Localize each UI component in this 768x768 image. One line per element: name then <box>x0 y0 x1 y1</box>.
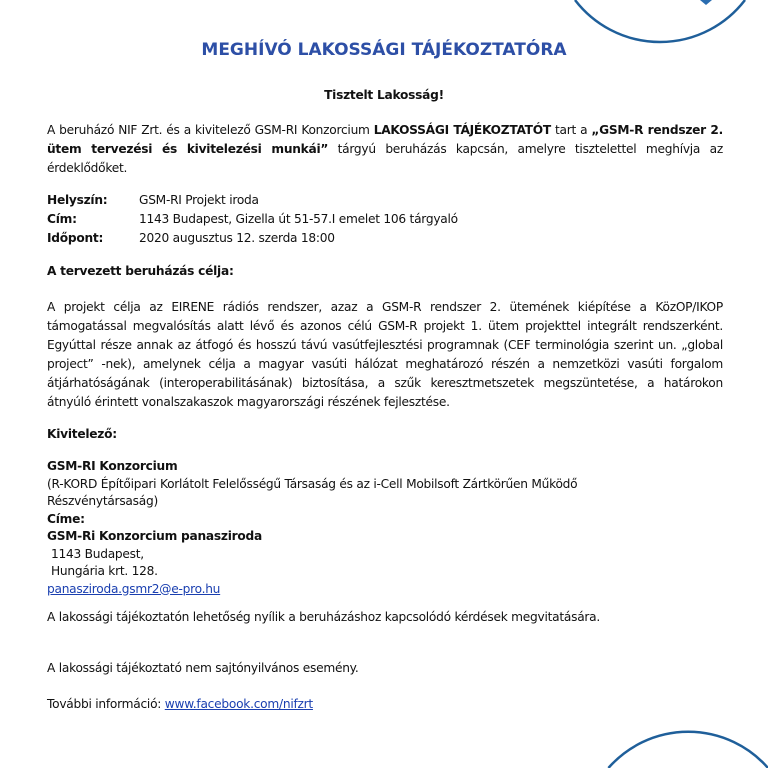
address-line-1: 1143 Budapest, <box>51 546 144 561</box>
intro-paragraph: A beruházó NIF Zrt. és a kivitelező GSM-RI Konzorcium LAKOSSÁGI TÁJÉKOZTATÓT tart a „GSM-R rendszer 2. ütem tervezési és kivitelezési munkái” tárgyú beruházás kapcsán, amelyre tisztelettel meghívja az érdeklődőket. <box>47 123 723 175</box>
event-details <box>47 191 723 248</box>
contractor-block <box>47 458 723 598</box>
page-title: MEGHÍVÓ LAKOSSÁGI TÁJÉKOZTATÓRA <box>201 40 567 60</box>
detail-address: Cím: 1143 Budapest, Gizella út 51-57.I emelet 106 tárgyaló <box>47 212 458 226</box>
detail-location: Helyszín: GSM-RI Projekt iroda <box>47 193 259 207</box>
greeting: Tisztelt Lakosság! <box>324 88 444 102</box>
office-name: GSM-Ri Konzorcium panasziroda <box>47 529 263 543</box>
address-line-2: Hungária krt. 128. <box>51 564 158 578</box>
decorative-arc-bottom <box>608 732 768 768</box>
contractor-name: GSM-RI Konzorcium <box>47 459 178 473</box>
facebook-link[interactable]: www.facebook.com/nifzrt <box>164 697 313 711</box>
email-link[interactable]: panasziroda.gsmr2@e-pro.hu <box>47 581 221 596</box>
contractor-heading: Kivitelező: <box>47 427 117 441</box>
decorative-logo-fragment <box>700 0 712 5</box>
address-label: Címe: <box>47 511 85 526</box>
goal-paragraph: A projekt célja az EIRENE rádiós rendszer, azaz a GSM-R rendszer 2. ütemének kiépítése a KözOP/IKOP támogatással megvalósítás alatt lévő és azonos célú GSM-R projekt 1. ütem projekttel integrált rendszerként. Egyúttal része annak az átfogó és hosszú távú vasútfejlesztési programnak (CEF terminológia szerint un. „global project” -nek), amelynek célja a magyar vasúti hálózat meghatározó részén a nemzetközi vasúti forgalom átjárhatóságának (interoperabilitásának) biztosítása, a szűk keresztmetszetek megszüntetése, a határokon átnyúló érintett vonalszakaszok magyarországi részének fejlesztése. <box>47 300 723 409</box>
goal-heading: A tervezett beruházás célja: <box>47 264 234 278</box>
contractor-members: (R-KORD Építőipari Korlátolt Felelősségű Társaság és az i-Cell Mobilsoft Zártkörűen Működő Részvénytársaság) <box>47 476 578 508</box>
decorative-arc-top <box>575 0 745 42</box>
more-info: További információ: www.facebook.com/nifzrt <box>47 697 313 711</box>
note-press: A lakossági tájékoztató nem sajtónyilvános esemény. <box>47 661 359 675</box>
note-discussion: A lakossági tájékoztatón lehetőség nyílik a beruházáshoz kapcsolódó kérdések megvitatására. <box>47 610 601 624</box>
detail-time: Időpont: 2020 augusztus 12. szerda 18:00 <box>47 231 335 245</box>
